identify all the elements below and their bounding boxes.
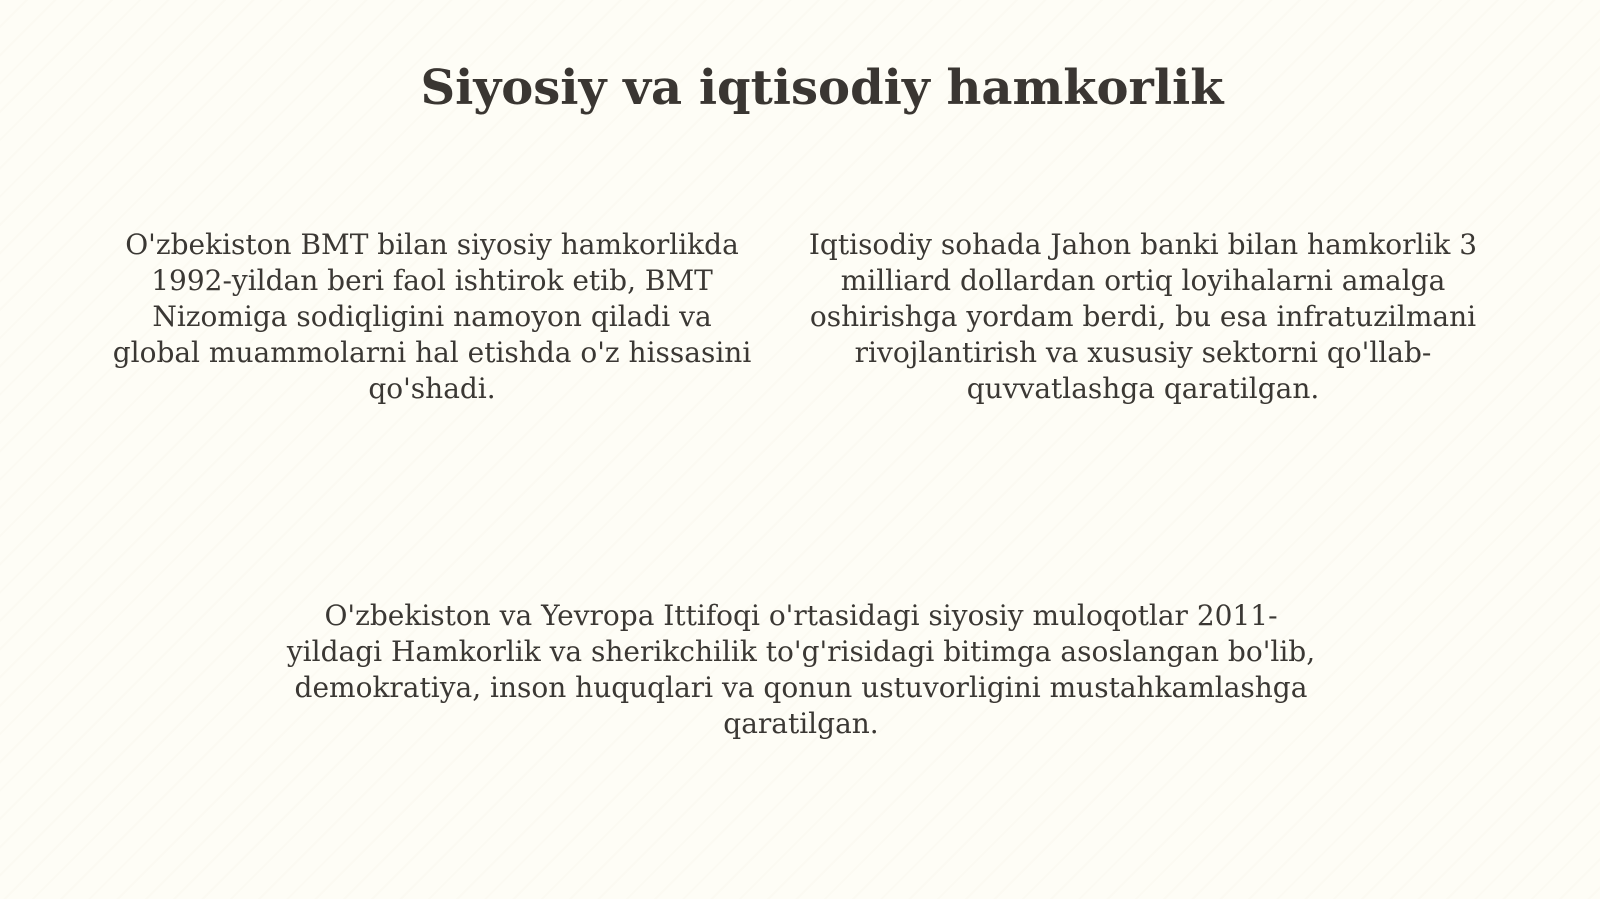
paragraph-eu-dialogue: O'zbekiston va Yevropa Ittifoqi o'rtasidagi siyosiy muloqotlar 2011-yildagi Hamkorlik va sherikchilik to'g'risidagi bitimga asoslangan bo'lib, demokratiya, inson huquqlari va qonun ustuvorligini mustahkamlashga qaratilgan. xyxy=(286,599,1316,740)
paragraph-un-cooperation: O'zbekiston BMT bilan siyosiy hamkorlikda 1992-yildan beri faol ishtirok etib, BMT Nizomiga sodiqligini namoyon qiladi va global muammolarni hal etishda o'z hissasini qo'shadi. xyxy=(112,228,752,405)
paragraph-world-bank-cooperation: Iqtisodiy sohada Jahon banki bilan hamkorlik 3 milliard dollardan ortiq loyihalarni amalga oshirishga yordam berdi, bu esa infratuzilmani rivojlantirish va xususiy sektorni qo'llab-quvvatlashga qaratilgan. xyxy=(808,228,1478,405)
slide-title: Siyosiy va iqtisodiy hamkorlik xyxy=(420,60,1224,116)
